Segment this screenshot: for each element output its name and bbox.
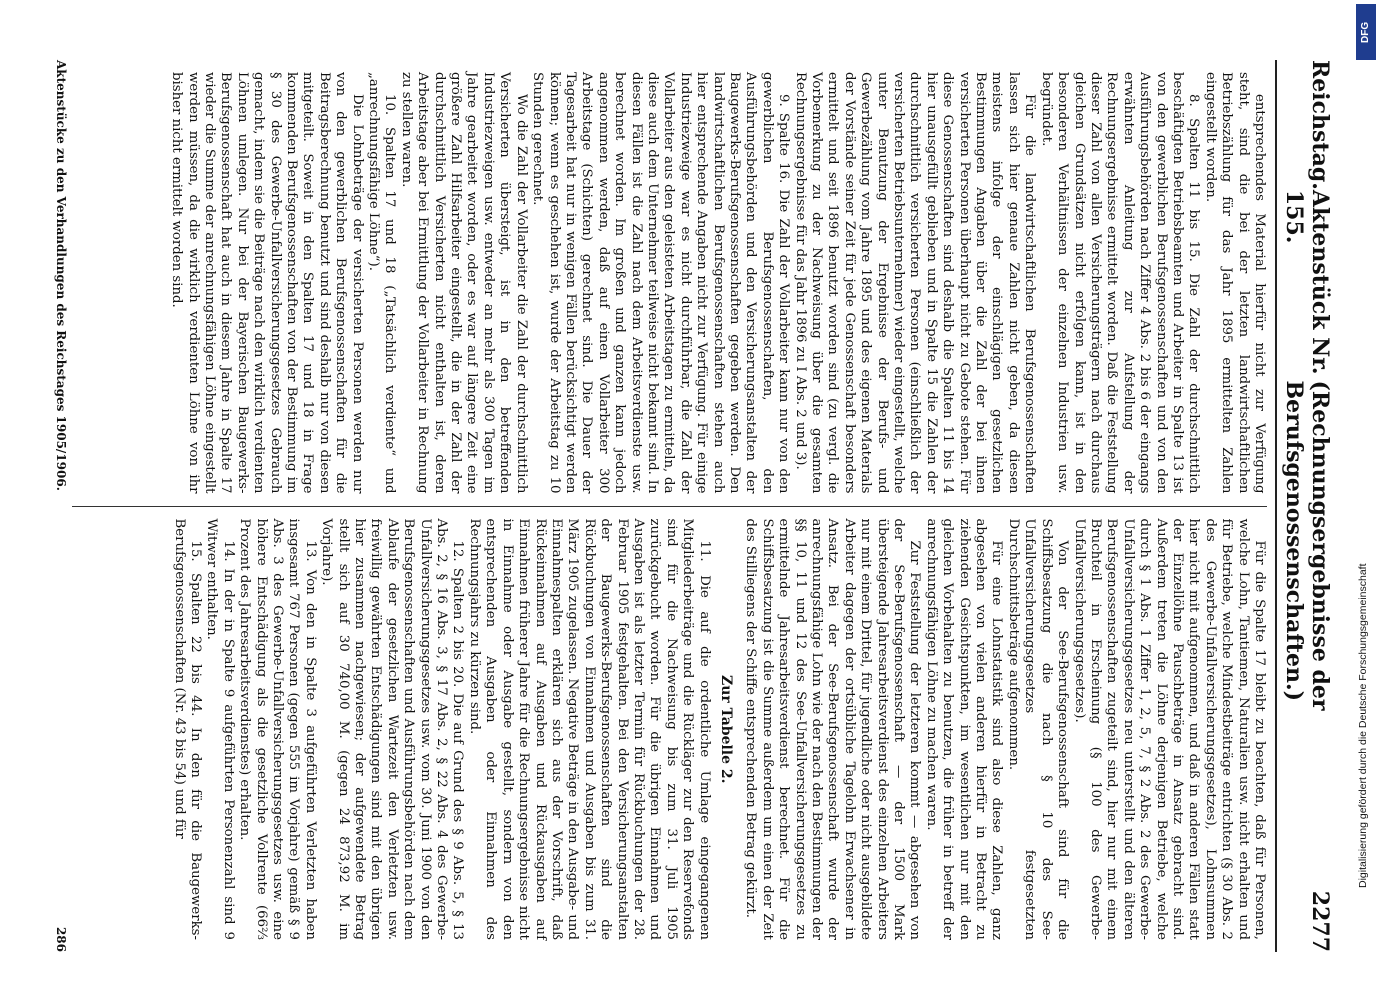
section-heading: Zur Tabelle 2. <box>718 674 734 784</box>
paragraph: Für eine Lohnstatistik sind also diese Zahlen, ganz abgesehen von vielen anderen hierfür in Betracht zu ziehenden Gesichtspunkten, im wesentlichen nur mit den gleichen Vorbehalten zu benutzen, die früher in betreff der anrechnungsfähigen Löhne zu machen waren. <box>923 518 1005 940</box>
paragraph: Zur Feststellung der letzteren kommt — abgesehen von der See-Berufsgenossenschaft — der 1500 Mark übersteigende Jahresarbeitsverdienst des einzelnen Arbeiters nur mit einem Drittel, für jugendliche oder nicht ausgebildete Arbeiter dagegen der ortsübliche Tagelohn Erwachsener in Ansatz. Bei der See-Berufsgenossenschaft wurde der anrechnungsfähige Lohn wie der nach den Bestimmungen der §§ 10, 11 und 12 des See-Unfallversicherungsgesetzes zu ermittelnde Jahresarbeitsverdienst berechnet. Für die Schiffsbesatzung ist die Summe außerdem um einen der Zeit des Stilliegens der Schiffe entsprechenden Betrag gekürzt. <box>743 518 923 940</box>
digitization-strip <box>1355 0 1377 1000</box>
paragraph: 15. Spalten 22 bis 44. In den für die Baugewerks-Berufsgenossenschaften (Nr. 43 bis 54) und für <box>171 518 203 940</box>
page-header <box>1275 60 1333 952</box>
paragraph: 14. In der in Spalte 9 aufgeführten Personenzahl sind 9 Witwer enthalten. <box>204 518 236 940</box>
text-columns <box>72 60 1267 952</box>
paragraph: Für die landwirtschaftlichen Berufsgenossenschaften lassen sich hier genaue Zahlen nicht geben, da diesen meistens infolge der einschlägigen gesetzlichen Bestimmungen Angaben über die Zahl der bei ihnen versicherten Personen überhaupt nicht zu Gebote stehen. Für diese Genossenschaften sind deshalb die Spalten 11 bis 14 hier unausgefüllt geblieben und in Spalte 15 die Zahlen der durchschnittlich versicherten Personen (einschließlich der versicherten Betriebsunternehmer) wieder eingestellt, welche unter Benutzung der Ergebnisse der Berufs- und Gewerbezählung vom Jahre 1895 und des eigenen Materials der Vorstände seiner Zeit für jede Genossenschaft besonders ermittelt und seit 1896 benutzt worden sind (zu vergl. die Vorbemerkung zu der Nachweisung über die gesamten Rechnungsergebnisse für das Jahr 1896 zu I Abs. 2 und 3). <box>792 72 1038 494</box>
dfg-logo: DFG <box>1356 4 1376 60</box>
paragraph: 10. Spalten 17 und 18 („Tatsächlich verdiente“ und „anrechnungsfähige Löhne“). <box>366 72 398 494</box>
paragraph: 13. Von den in Spalte 3 aufgeführten Verletzten haben insgesamt 767 Personen (gegen 555 im Vorjahre) gemäß § 9 Abs. 3 des Gewerbe-Unfallversicherungsgesetzes usw. eine höhere Entschädigung als die gesetzliche Vollrente (66⅔ Prozent des Jahresarbeitsverdienstes) erhalten. <box>237 518 318 940</box>
paragraph: entsprechendes Material hierfür nicht zur Verfügung steht, sind die bei der letzten landwirtschaftlichen Betriebszählung für das Jahr 1895 ermittelten Zahlen eingestellt worden. <box>1202 72 1267 494</box>
page-footer <box>54 60 68 952</box>
paragraph: Wo die Zahl der Vollarbeiter die Zahl der durchschnittlich Versicherten übersteigt, ist in den betreffenden Industriezweigen usw. entweder an mehr als 300 Tagen im Jahre gearbeitet worden, oder es war auf längere Zeit eine größere Zahl Hilfsarbeiter eingestellt, die in der Zahl der durchschnittlich Versicherten nicht enthalten ist, deren Arbeitstage aber bei Ermittlung der Vollarbeiter in Rechnung zu stellen waren. <box>398 72 529 494</box>
header-left: Reichstag. <box>1307 60 1333 190</box>
header-right: (Rechnungsergebnisse der Berufsgenossenschaften.) <box>1281 380 1333 711</box>
paragraph: Für die Spalte 17 bleibt zu beachten, daß für Personen, welche Lohn, Tantiemen, Naturalien usw. nicht erhalten und für Betriebe, welche Mindestbeiträge entrichten (§ 30 Abs. 2 des Gewerbe-Unfallversicherungsgesetzes), Lohnsummen hier nicht mit aufgenommen, und daß in anderen Fällen statt der Einzellöhne Pauschbeträge in Ansatz gebracht sind. Außerdem treten die Löhne derjenigen Betriebe, welche durch § 1 Abs. 1 Ziffer 1, 2, 5, 7, § 2 Abs. 2 des Gewerbe-Unfallversicherungsgesetzes neu unterstellt und den älteren Berufsgenossenschaften zugeteilt sind, hier nur mit einem Bruchteil in Erscheinung (§ 100 des Gewerbe-Unfallversicherungsgesetzes). <box>1071 518 1267 940</box>
paragraph: 12. Spalten 2 bis 20. Die auf Grund des § 9 Abs. 5, § 13 Abs. 2, § 16 Abs. 3, § 17 Abs. 2, § 22 Abs. 4 des Gewerbe-Unfallversicherungsgesetzes usw. vom 30. Juni 1900 von den Berufsgenossenschaften und Ausführungsbehörden nach dem Ablaufe der gesetzlichen Wartezeit den Verletzten usw. freiwillig gewährten Entschädigungen sind mit den übrigen hier zusammen nachgewiesen; der aufgewendete Betrag stellt sich auf 30 740,00 M. (gegen 24 873,92 M. im Vorjahre). <box>319 518 466 940</box>
paragraph: 11. Die auf die ordentliche Umlage eingegangenen Mitgliederbeiträge und die Rückläger zur den Reservefonds sind für die Nachweisung bis zum 31. Juli 1905 zurückgebucht worden. Für die übrigen Einnahmen und Ausgaben ist als letzter Termin für Rückbuchungen der 28. Februar 1905 festgehalten. Bei den Versicherungsanstalten der Baugewerks-Berufsgenossenschaften sind die Rückbuchungen von Einnahmen und Ausgaben bis zum 31. März 1905 zugelassen. Negative Beträge in den Ausgabe- und Einnahmespalten erklären sich aus der Vorschrift, daß Rückeinnahmen auf Ausgaben und Rückausgaben auf Einnahmen früherer Jahre für die Rechnungsergebnisse nicht in Einnahme oder Ausgabe gestellt, sondern von den entsprechenden Ausgaben oder Einnahmen des Rechnungsjahrs zu kürzen sind. <box>466 518 712 940</box>
footer-source: Aktenstücke zu den Verhandlungen des Reichstages 1905/1906. <box>54 60 68 491</box>
header-center: Aktenstück Nr. 155. <box>1281 189 1333 375</box>
left-column <box>72 60 1267 506</box>
paragraph: 9. Spalte 16. Die Zahl der Vollarbeiter kann nur von den gewerblichen Berufsgenossenschaften, den Ausführungsbehörden und den Versicherungsanstalten der Baugewerks-Berufsgenossenschaften gegeben werden. Den landwirtschaftlichen Berufsgenossenschaften stehen auch hier entsprechende Angaben nicht zur Verfügung. Für einige Industriezweige war es nicht durchführbar, die Zahl der Vollarbeiter aus den geleisteten Arbeitstagen zu ermitteln, da diese auch dem Unternehmer teilweise nicht bekannt sind. In diesen Fällen ist die Zahl nach dem Arbeitsverdienste usw. berechnet worden. Im großen und ganzen kann jedoch angenommen werden, daß auf einen Vollarbeiter 300 Arbeitstage (Schichten) gerechnet sind. Die Dauer der Tagesarbeit hat nur in wenigen Fällen berücksichtigt werden können; wenn es geschehen ist, wurde der Arbeitstag zu 10 Stunden gerechnet. <box>530 72 792 494</box>
paragraph: 8. Spalten 11 bis 15. Die Zahl der durchschnittlich beschäftigten Betriebsbeamten und Arbeiter in Spalte 13 ist von den gewerblichen Berufsgenossenschaften und von den Ausführungsbehörden nach Ziffer 4 Abs. 2 bis 6 der eingangs erwähnten Anleitung zur Aufstellung der Rechnungsergebnisse ermittelt worden. Daß die Feststellung dieser Zahl von allen Versicherungsträgern nach durchaus gleichen Grundsätzen nicht erfolgen kann, ist in den besonderen Verhältnissen der einzelnen Industrien usw. begründet. <box>1038 72 1202 494</box>
right-column <box>72 506 1267 953</box>
paragraph: Von der See-Berufsgenossenschaft sind für die Schiffsbesatzung die nach § 10 des See-Unfallversicherungsgesetzes festgesetzten Durchschnittsbeträge aufgenommen. <box>1005 518 1071 940</box>
page-number: 2277 <box>1307 890 1333 952</box>
funding-note: Digitalisierung gefördert durch die Deutsche Forschungsgemeinschaft <box>1357 563 1369 888</box>
paragraph: Die Lohnbeträge der versicherten Personen werden nur von den gewerblichen Berufsgenossenschaften für die Beitragsberechnung benutzt und sind deshalb nur von diesen mitgeteilt. Soweit in den Spalten 17 und 18 in Frage kommenden Berufsgenossenschaften von der Bestimmung im § 30 des Gewerbe-Unfallversicherungsgesetzes Gebrauch gemacht, indem sie die Beiträge nach den wirklich verdienten Löhnen umlegen. Nur bei der Bayerischen Baugewerks-Berufsgenossenschaft hat auch in diesem Jahre in Spalte 17 wieder die Summe der anrechnungsfähigen Löhne eingestellt werden müssen, da die wirklich verdienten Löhne von ihr bisher nicht ermittelt worden sind. <box>169 72 365 494</box>
sheet-number: 286 <box>54 926 68 952</box>
